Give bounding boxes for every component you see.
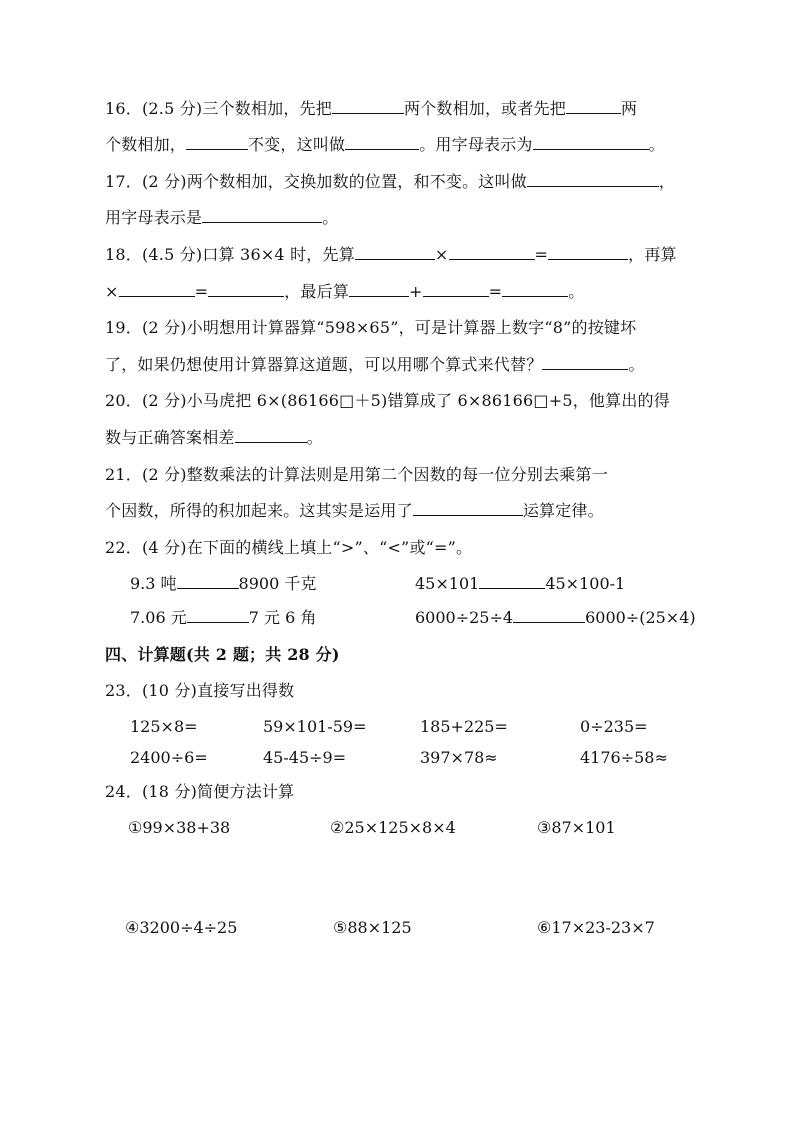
answer-blank[interactable] — [479, 573, 545, 589]
answer-blank[interactable] — [345, 134, 419, 150]
q18-text: ，再算 — [628, 245, 677, 264]
q18-text: 。 — [568, 282, 585, 301]
calc-item: 2400÷6= — [130, 748, 208, 767]
answer-blank[interactable] — [187, 607, 249, 623]
q18-text: + — [409, 282, 423, 301]
q17-line2 — [105, 207, 338, 229]
calc-item: ③87×101 — [537, 818, 616, 837]
answer-blank[interactable] — [186, 134, 248, 150]
answer-blank[interactable] — [533, 134, 649, 150]
q21-text: 运算定律。 — [522, 501, 604, 520]
q23-title — [105, 680, 294, 702]
section-title: 四、计算题(共 2 题；共 28 分) — [105, 645, 340, 664]
q16-text: 不变，这叫做 — [248, 135, 346, 154]
calc-item: 4176÷58≈ — [580, 748, 668, 767]
answer-blank[interactable] — [527, 171, 659, 187]
calc-item: 397×78≈ — [420, 748, 498, 767]
q19-line2 — [105, 354, 645, 376]
q18-line1 — [105, 244, 677, 266]
q22-right-expr: 45×100-1 — [545, 574, 626, 593]
q22-left-expr: 45×101 — [415, 574, 480, 593]
answer-blank[interactable] — [449, 244, 535, 260]
q17-line1 — [105, 171, 675, 193]
q22-right-expr: 8900 千克 — [238, 574, 317, 593]
q21-line2 — [105, 500, 604, 522]
q16-text: 两个数相加，或者先把 — [403, 99, 566, 118]
section-heading — [105, 644, 340, 666]
q22-right-expr: 7 元 6 角 — [248, 608, 317, 627]
q21-text: 个因数，所得的积加起来。这其实是运用了 — [105, 501, 413, 520]
answer-blank[interactable] — [119, 281, 195, 297]
answer-blank[interactable] — [423, 281, 489, 297]
q22-item — [415, 607, 696, 629]
calc-item: ④3200÷4÷25 — [125, 918, 238, 937]
q17-text: ， — [658, 172, 676, 191]
answer-blank[interactable] — [177, 573, 239, 589]
q20-line2 — [105, 427, 323, 449]
q18-text: 18．(4.5 分)口算 36×4 时，先算 — [105, 245, 355, 264]
q22-right-expr: 6000÷(25×4) — [585, 608, 696, 627]
q22-left-expr: 9.3 吨 — [130, 574, 177, 593]
q16-text: 。用字母表示为 — [419, 135, 533, 154]
calc-item: 125×8= — [130, 717, 198, 736]
q17-text: 17．(2 分)两个数相加，交换加数的位置，和不变。这叫做 — [105, 172, 527, 191]
calc-item: 45-45÷9= — [263, 748, 347, 767]
q21-text: 21．(2 分)整数乘法的计算法则是用第二个因数的每一位分别去乘第一 — [105, 465, 608, 484]
answer-blank[interactable] — [566, 98, 621, 114]
q19-text: 19．(2 分)小明想用计算器算“598×65”，可是计算器上数字“8”的按键坏 — [105, 318, 637, 337]
q16-line2 — [105, 134, 665, 156]
q22-item — [130, 607, 316, 629]
answer-blank[interactable] — [542, 354, 628, 370]
calc-item: ⑥17×23-23×7 — [537, 918, 655, 937]
q18-text: = — [488, 282, 503, 301]
answer-blank[interactable] — [332, 98, 404, 114]
answer-blank[interactable] — [413, 500, 523, 516]
q19-text: 了，如果仍想使用计算器算这道题，可以用哪个算式来代替？ — [105, 355, 543, 374]
q20-text: 数与正确答案相差 — [105, 428, 235, 447]
calc-item: ①99×38+38 — [128, 818, 231, 837]
answer-blank[interactable] — [349, 281, 409, 297]
q18-line2 — [105, 281, 584, 303]
q20-text: 20．(2 分)小马虎把 6×(86166□＋5)错算成了 6×86166□+5，他算出的得 — [105, 391, 670, 410]
q19-line1 — [105, 317, 636, 339]
q22-text: 22．(4 分)在下面的横线上填上“>”、“<”或“=”。 — [105, 538, 473, 557]
q16-text: 两 — [621, 99, 638, 118]
answer-blank[interactable] — [513, 607, 585, 623]
answer-blank[interactable] — [355, 244, 435, 260]
q22-item — [130, 573, 316, 595]
q17-text: 。 — [322, 208, 339, 227]
q16-text: 个数相加， — [105, 135, 187, 154]
answer-blank[interactable] — [202, 207, 322, 223]
calc-item: ⑤88×125 — [333, 918, 412, 937]
q20-line1 — [105, 390, 670, 412]
q17-text: 用字母表示是 — [105, 208, 203, 227]
q16-text: 。 — [648, 135, 665, 154]
calc-item: 185+225= — [420, 717, 508, 736]
answer-blank[interactable] — [548, 244, 628, 260]
q22-left-expr: 7.06 元 — [130, 608, 187, 627]
q16-text: 16．(2.5 分)三个数相加，先把 — [105, 99, 332, 118]
calc-item: ②25×125×8×4 — [330, 818, 456, 837]
q18-text: × — [434, 245, 449, 264]
calc-item: 0÷235= — [580, 717, 648, 736]
q18-text: = — [194, 282, 209, 301]
q20-text: 。 — [306, 428, 323, 447]
q18-text: ，最后算 — [284, 282, 350, 301]
q24-title — [105, 781, 294, 803]
q22-item — [415, 573, 625, 595]
answer-blank[interactable] — [235, 427, 307, 443]
q18-text: = — [534, 245, 549, 264]
q21-line1 — [105, 464, 608, 486]
answer-blank[interactable] — [502, 281, 568, 297]
q18-text: × — [105, 282, 119, 301]
q23-text: 23．(10 分)直接写出得数 — [105, 681, 295, 700]
q22-title — [105, 537, 472, 559]
q22-left-expr: 6000÷25÷4 — [415, 608, 514, 627]
q24-text: 24．(18 分)简便方法计算 — [105, 782, 295, 801]
calc-item: 59×101-59= — [263, 717, 367, 736]
answer-blank[interactable] — [208, 281, 284, 297]
q16-line1 — [105, 98, 637, 120]
q19-text: 。 — [628, 355, 645, 374]
